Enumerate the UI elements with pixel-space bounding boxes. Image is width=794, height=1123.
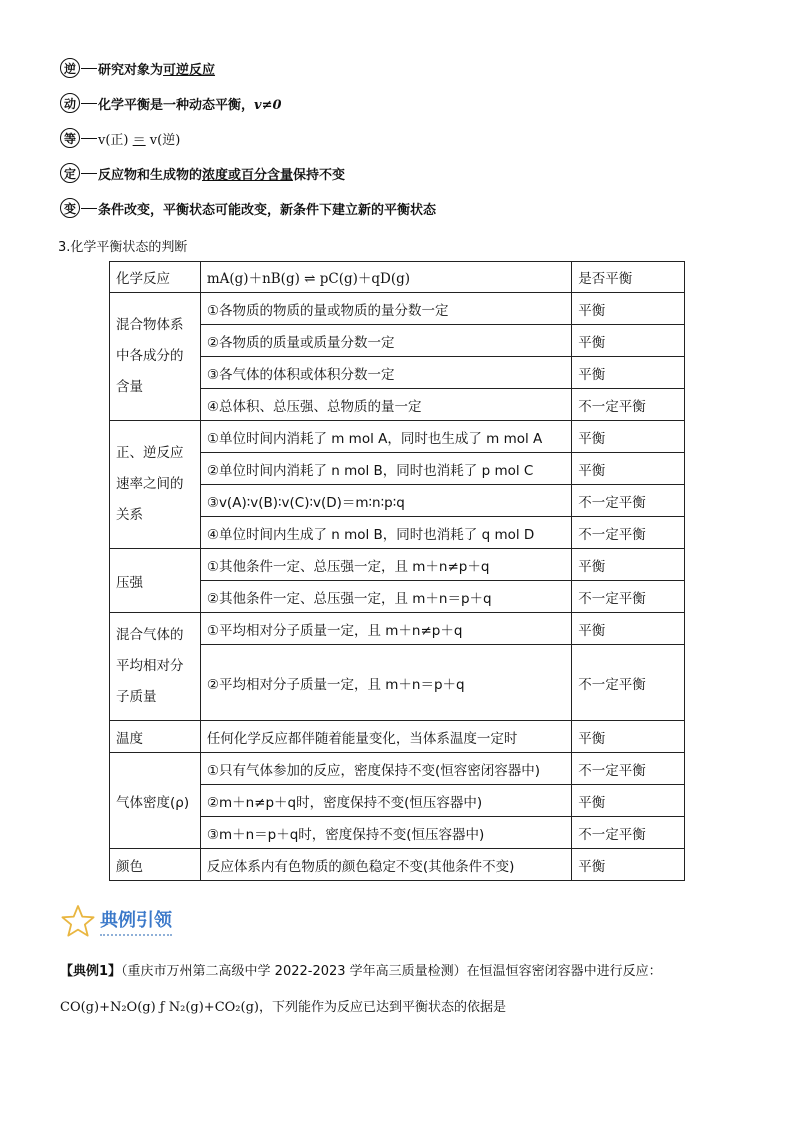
feature-item	[60, 57, 215, 79]
condition-cell: ①各物质的物质的量或物质的量分数一定	[200, 293, 571, 325]
feature-text: 反应物和生成物的	[98, 167, 203, 183]
example-heading	[60, 904, 172, 938]
result-cell: 不一定平衡	[572, 753, 685, 785]
result-cell: 平衡	[572, 613, 685, 645]
condition-cell: ③v(A)∶v(B)∶v(C)∶v(D)＝m∶n∶p∶q	[200, 485, 571, 517]
table-header-row	[110, 262, 685, 293]
table-row	[110, 721, 685, 753]
feature-marker: 变	[60, 198, 80, 218]
feature-item	[60, 162, 345, 184]
feature-underlined: ＝	[132, 132, 146, 148]
table-row	[110, 549, 685, 581]
category-cell: 混合气体的平均相对分子质量	[110, 613, 201, 721]
feature-marker: 动	[60, 93, 80, 113]
feature-text-after: 保持不变	[293, 167, 346, 183]
example-label: 【典例1】	[60, 964, 122, 979]
connector-line	[81, 208, 97, 209]
result-cell: 平衡	[572, 325, 685, 357]
connector-line	[81, 138, 97, 139]
condition-cell: ①平均相对分子质量一定，且 m＋n≠p＋q	[200, 613, 571, 645]
result-cell: 平衡	[572, 721, 685, 753]
feature-item	[60, 92, 282, 114]
condition-cell: 反应体系内有色物质的颜色稳定不变(其他条件不变)	[200, 849, 571, 881]
header-cell: 是否平衡	[572, 262, 685, 293]
table-row	[110, 293, 685, 325]
result-cell: 不一定平衡	[572, 517, 685, 549]
feature-text: 研究对象为	[98, 62, 164, 78]
header-cell: 化学反应	[110, 262, 201, 293]
feature-underlined: 浓度或百分含量	[202, 167, 294, 183]
example-heading-text: 典例引领	[100, 906, 172, 936]
equilibrium-judgment-table	[109, 261, 685, 881]
condition-cell: ①其他条件一定、总压强一定，且 m＋n≠p＋q	[200, 549, 571, 581]
section-title: 3.化学平衡状态的判断	[58, 240, 188, 255]
result-cell: 平衡	[572, 357, 685, 389]
condition-cell: ①只有气体参加的反应，密度保持不变(恒容密闭容器中)	[200, 753, 571, 785]
result-cell: 不一定平衡	[572, 485, 685, 517]
condition-cell: ③m＋n＝p＋q时，密度保持不变(恒压容器中)	[200, 817, 571, 849]
feature-text: 条件改变，平衡状态可能改变，新条件下建立新的平衡状态	[98, 202, 437, 218]
condition-cell: ②各物质的质量或质量分数一定	[200, 325, 571, 357]
result-cell: 平衡	[572, 849, 685, 881]
feature-underlined: 可逆反应	[163, 62, 216, 78]
condition-cell: ②单位时间内消耗了 n mol B，同时也消耗了 p mol C	[200, 453, 571, 485]
category-cell: 温度	[110, 721, 201, 753]
result-cell: 平衡	[572, 785, 685, 817]
result-cell: 不一定平衡	[572, 817, 685, 849]
feature-formula: v≠0	[254, 97, 282, 113]
connector-line	[81, 173, 97, 174]
feature-item	[60, 127, 180, 149]
feature-text: v(正)	[98, 132, 129, 148]
result-cell: 不一定平衡	[572, 581, 685, 613]
table-row	[110, 421, 685, 453]
connector-line	[81, 68, 97, 69]
table-row	[110, 613, 685, 645]
feature-marker: 定	[60, 163, 80, 183]
result-cell: 平衡	[572, 421, 685, 453]
category-cell: 正、逆反应速率之间的关系	[110, 421, 201, 549]
feature-marker: 等	[60, 128, 80, 148]
category-cell: 压强	[110, 549, 201, 613]
feature-text: 化学平衡是一种动态平衡，	[98, 97, 255, 113]
condition-cell: ②平均相对分子质量一定，且 m＋n＝p＋q	[200, 645, 571, 721]
category-cell: 混合物体系中各成分的含量	[110, 293, 201, 421]
feature-marker: 逆	[60, 58, 80, 78]
result-cell: 不一定平衡	[572, 645, 685, 721]
feature-text-after: v(逆)	[149, 132, 181, 148]
category-cell: 气体密度(ρ)	[110, 753, 201, 849]
result-cell: 平衡	[572, 293, 685, 325]
example-equation: CO(g)+N₂O(g) ƒ N₂(g)+CO₂(g)，下列能作为反应已达到平衡状态的依据是	[60, 1000, 506, 1015]
table-row	[110, 849, 685, 881]
condition-cell: 任何化学反应都伴随着能量变化，当体系温度一定时	[200, 721, 571, 753]
condition-cell: ②其他条件一定、总压强一定，且 m＋n＝p＋q	[200, 581, 571, 613]
condition-cell: ④总体积、总压强、总物质的量一定	[200, 389, 571, 421]
condition-cell: ②m＋n≠p＋q时，密度保持不变(恒压容器中)	[200, 785, 571, 817]
connector-line	[81, 103, 97, 104]
header-cell: mA(g)＋nB(g) ⇌ pC(g)＋qD(g)	[200, 262, 571, 293]
condition-cell: ③各气体的体积或体积分数一定	[200, 357, 571, 389]
example-source: （重庆市万州第二高级中学 2022-2023 学年高三质量检测）在恒温恒容密闭容器中进行反应：	[121, 964, 662, 979]
result-cell: 不一定平衡	[572, 389, 685, 421]
condition-cell: ①单位时间内消耗了 m mol A，同时也生成了 m mol A	[200, 421, 571, 453]
result-cell: 平衡	[572, 549, 685, 581]
result-cell: 平衡	[572, 453, 685, 485]
condition-cell: ④单位时间内生成了 n mol B，同时也消耗了 q mol D	[200, 517, 571, 549]
category-cell: 颜色	[110, 849, 201, 881]
table-row	[110, 753, 685, 785]
feature-item	[60, 197, 436, 219]
star-icon	[60, 904, 96, 938]
